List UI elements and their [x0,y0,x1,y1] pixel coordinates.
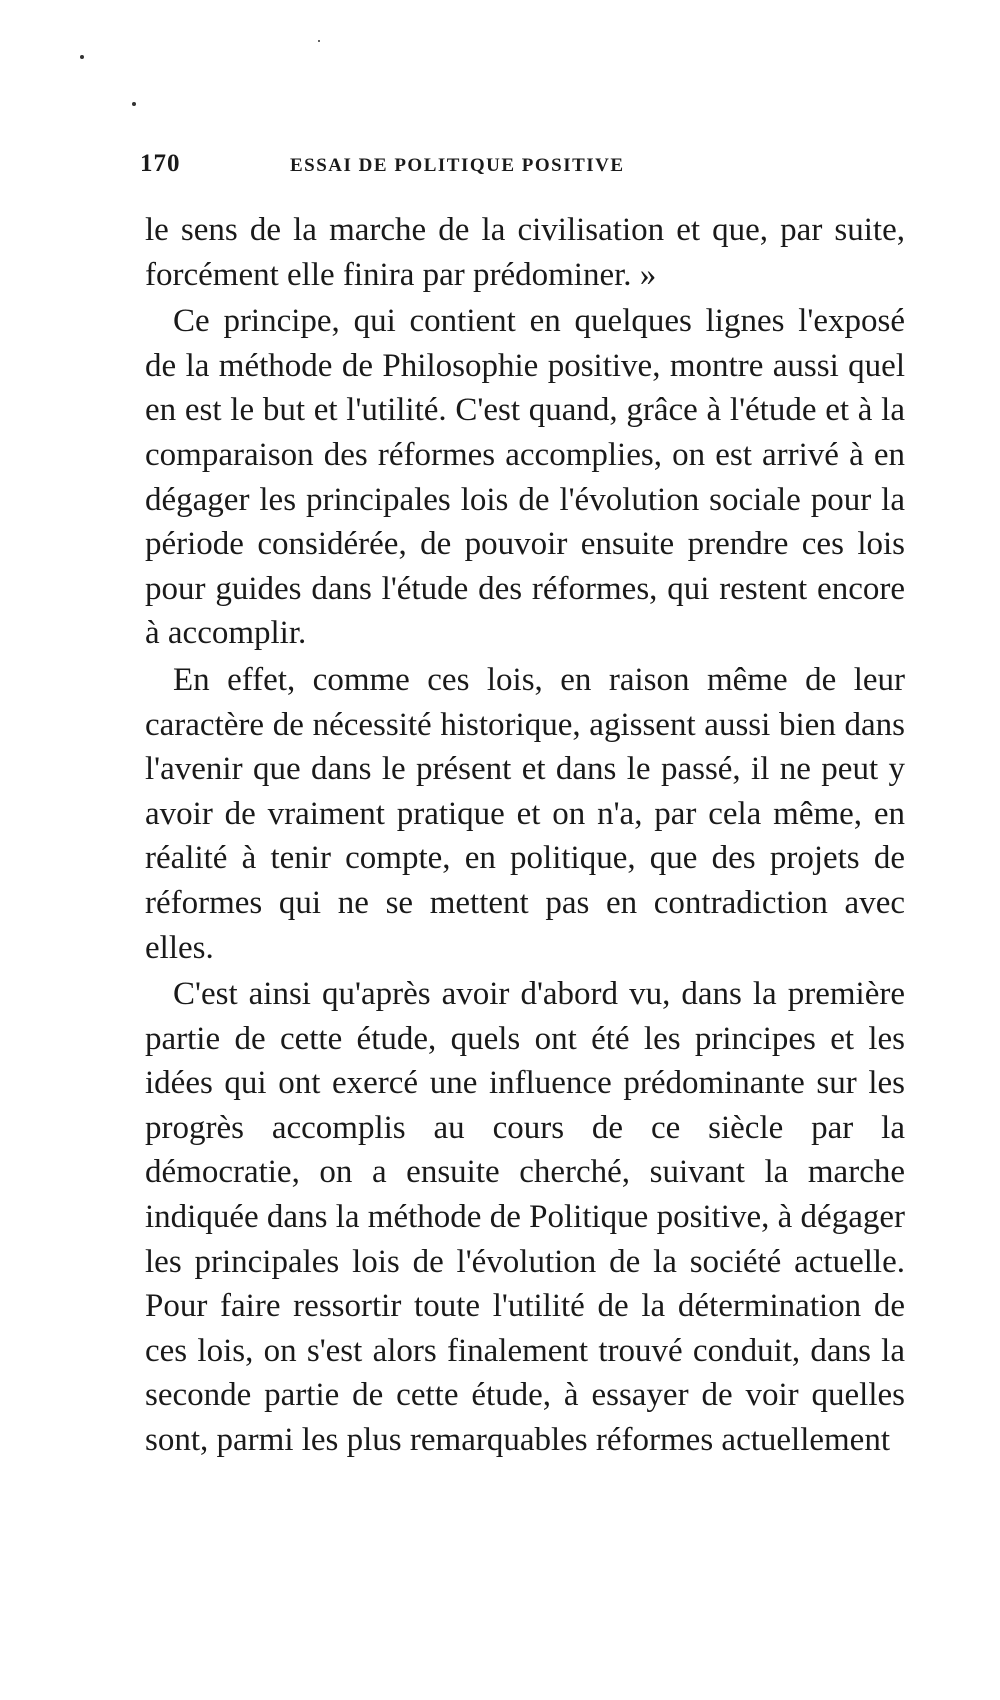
scan-speck [318,40,320,42]
paragraph: C'est ainsi qu'après avoir d'abord vu, dans la première partie de cette étude, quels ont été les principes et les idées qui ont exercé une influence prédominante sur les progrès accomplis au cours de ce siècle par la démocratie, on a ensuite cherché, suivant la marche indiquée dans la méthode de Politique positive, à dégager les principales lois de l'évolution de la société actuelle. Pour faire ressortir toute l'utilité de la détermination de ces lois, on s'est alors finalement trouvé conduit, dans la seconde partie de cette étude, à essayer de voir quelles sont, parmi les plus remarquables réformes actuellement [145,976,905,1459]
page-number: 170 [140,150,181,177]
paragraph: Ce principe, qui contient en quelques lignes l'exposé de la méthode de Philosophie positive, montre aussi quel en est le but et l'utilité. C'est quand, grâce à l'étude et à la comparaison des réformes accomplies, on est arrivé à en dégager les principales lois de l'évolution sociale pour la période considérée, de pouvoir ensuite prendre ces lois pour guides dans l'étude des réformes, qui restent encore à accomplir. [145,303,905,652]
scan-speck [132,102,136,106]
body-text [145,208,905,1465]
scan-speck [80,55,84,59]
running-header [140,150,730,186]
running-title: ESSAI DE POLITIQUE POSITIVE [290,155,625,176]
paragraph: En effet, comme ces lois, en raison même de leur caractère de nécessité historique, agissent aussi bien dans l'avenir que dans le présent et dans le passé, il ne peut y avoir de vraiment pratique et on n'a, par cela même, en réalité à tenir compte, en politique, que des projets de réformes qui ne se mettent pas en contradiction avec elles. [145,661,905,966]
paragraph-continuation: le sens de la marche de la civilisation et que, par suite, forcément elle finira par prédominer. » [145,212,905,293]
